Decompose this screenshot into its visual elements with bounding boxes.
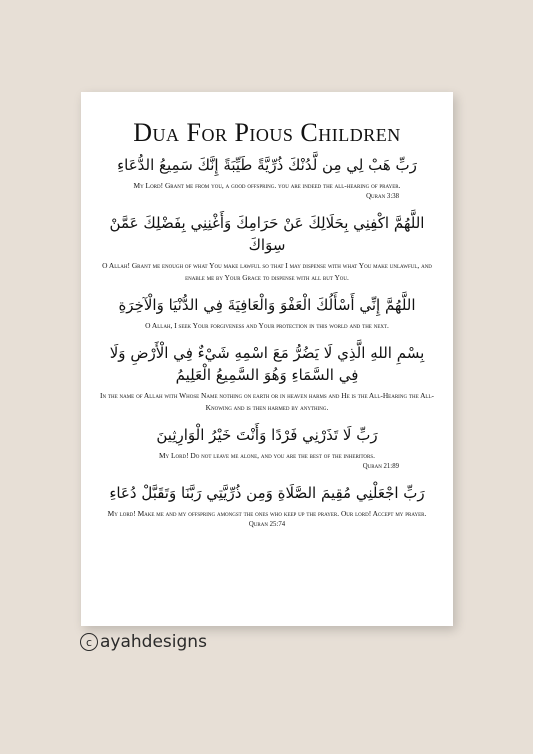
copyright-icon: c xyxy=(80,633,98,651)
dua-2-arabic: اللَّهُمَّ اكْفِنِي بِحَلَالِكَ عَنْ حَرَامِكَ وَأَغْنِنِي بِفَضْلِكَ عَمَّنْ سِوَاكَ xyxy=(109,214,425,254)
dua-5-arabic: رَبِّ لَا تَذَرْنِي فَرْدًا وَأَنْتَ خَيْرُ الْوَارِثِينَ xyxy=(156,426,378,444)
dua-2-translation: O Allah! Grant me enough of what You make lawful so that I may dispense with what You make unlawful, and enable me by Your Grace to dispense with all but You. xyxy=(102,261,432,282)
dua-1-reference: Quran 3:38 xyxy=(366,193,399,200)
poster-title: Dua For Pious Children xyxy=(133,118,401,147)
dua-6-reference: Quran 25:74 xyxy=(248,521,286,528)
dua-5-reference: Quran 21:89 xyxy=(362,463,399,470)
brand-watermark xyxy=(80,632,207,652)
dua-6-translation: My lord! Make me and my offspring amongst the ones who keep up the prayer. Our lord! Accept my prayer. xyxy=(107,509,427,518)
dua-4-arabic: بِسْمِ اللهِ الَّذِي لَا يَضُرُّ مَعَ اسْمِهِ شَيْءٌ فِي الْأَرْضِ وَلَا فِي السَّمَاءِ وَهُوَ السَّمِيعُ الْعَلِيمُ xyxy=(109,344,425,384)
poster-card xyxy=(81,92,453,626)
dua-5-translation: My Lord! Do not leave me alone, and you are the best of the inheritors. xyxy=(158,451,376,460)
dua-6-arabic: رَبِّ اجْعَلْنِي مُقِيمَ الصَّلَاةِ وَمِن ذُرِّيَّتِي رَبَّنَا وَتَقَبَّلْ دُعَاءِ xyxy=(109,484,425,502)
dua-4-translation: In the name of Allah with Whose Name nothing on earth or in heaven harms and He is the All-Hearing the All-Knowing and is then harmed by anything. xyxy=(100,391,434,412)
dua-3-arabic: اللَّهُمَّ إِنِّي أَسْأَلُكَ الْعَفْوَ وَالْعَافِيَةَ فِي الدُّنْيَا وَالْآخِرَةِ xyxy=(118,296,416,314)
dua-1-arabic: رَبِّ هَبْ لِي مِن لَّدُنْكَ ذُرِّيَّةً طَيِّبَةً إِنَّكَ سَمِيعُ الدُّعَاءِ xyxy=(117,156,417,174)
dua-3-translation: O Allah, I seek Your forgiveness and Your protection in this world and the next. xyxy=(145,321,389,330)
brand-name: ayahdesigns xyxy=(100,632,207,652)
dua-1-translation: My Lord! Grant me from you, a good offspring. you are indeed the all-hearing of prayer. xyxy=(133,181,401,190)
